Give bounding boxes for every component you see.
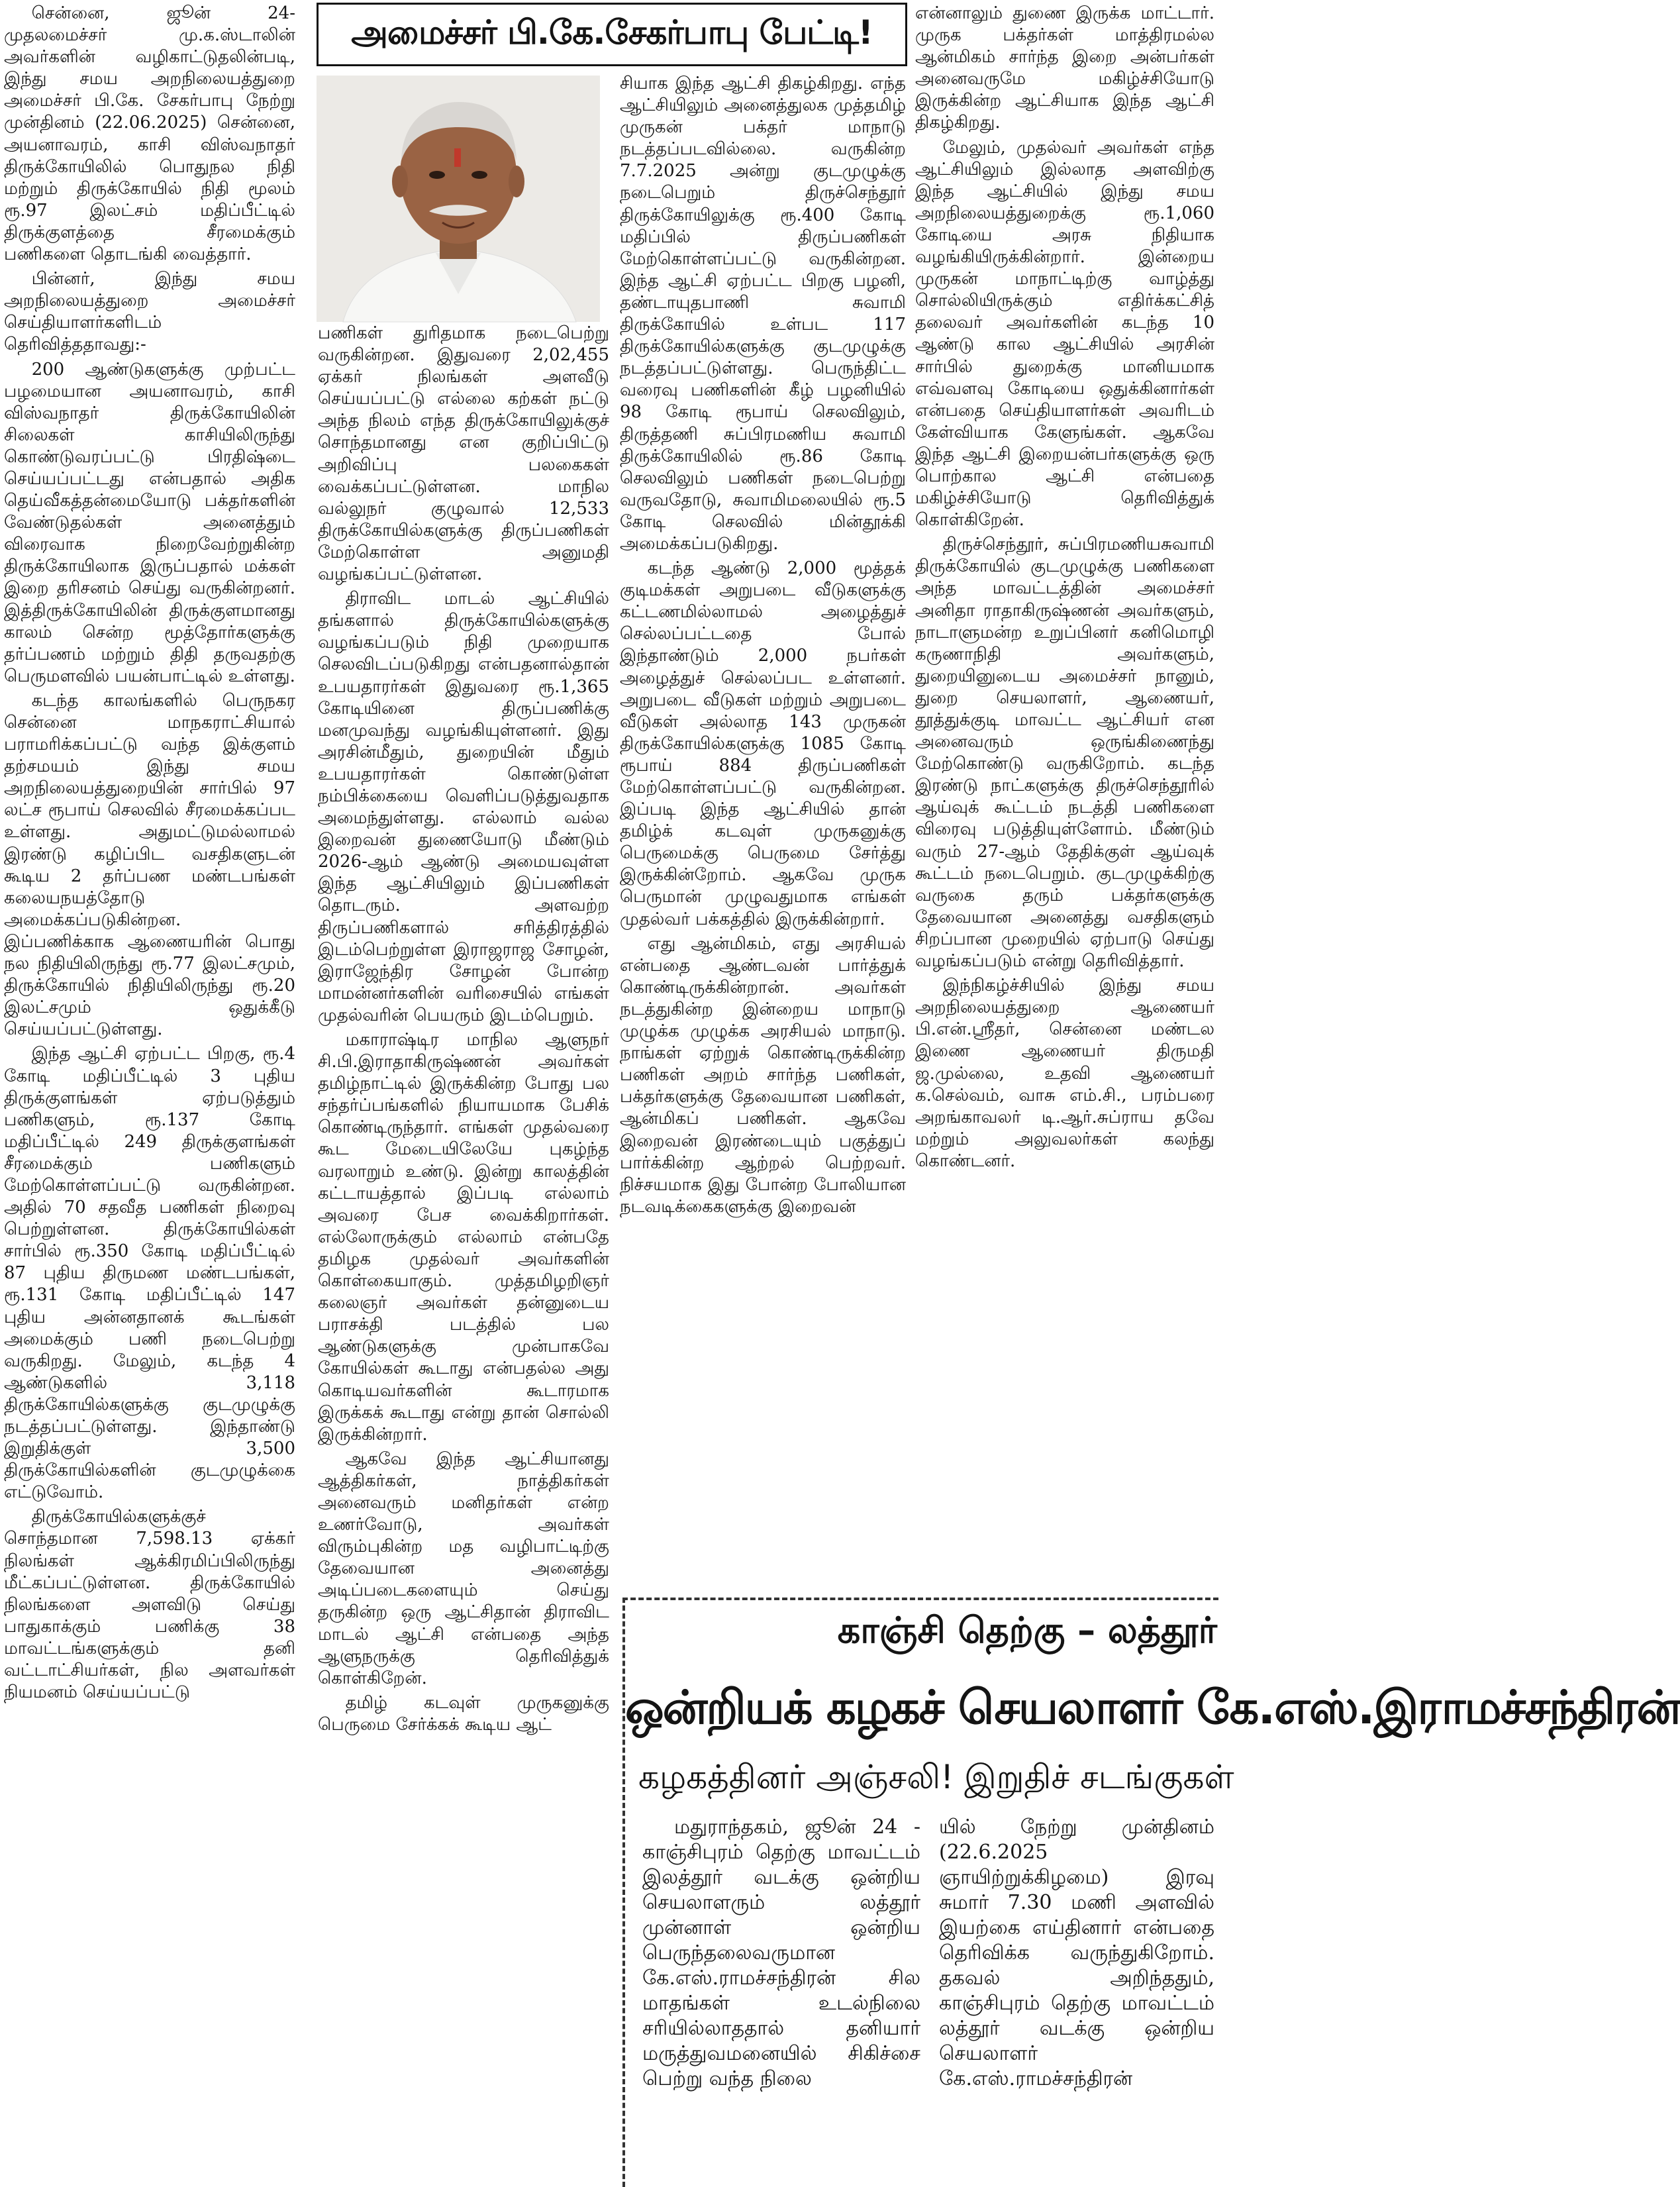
portrait-illustration (317, 76, 600, 322)
story-column-left (642, 1815, 920, 2094)
minister-photo (317, 76, 600, 322)
headline-box (317, 3, 907, 66)
paragraph: இந்நிகழ்ச்சியில் இந்து சமய அறநிலையத்துறை ஆணையர் பி.என்.ஸ்ரீதர், சென்னை மண்டல இணை ஆணையர் திருமதி ஜ.முல்லை, உதவி ஆணையர் க.செல்வம், வாசு எம்.சி., பரம்பரை அறங்காவலர் டி.ஆர்.சுப்ராய தவே மற்றும் அலுவலர்கள் கலந்து கொண்டனர். (915, 976, 1214, 1171)
paragraph: மகாராஷ்டிர மாநில ஆளுநர் சி.பி.இராதாகிருஷ்ணன் அவர்கள் தமிழ்நாட்டில் இருக்கின்ற போது பல சந்தர்ப்பங்களில் நியாயமாக பேசிக் கொண்டிருந்தார். எங்கள் முதல்வரை கூட மேடையிலேயே புகழ்ந்த வரலாறும் உண்டு. இன்று காலத்தின் கட்டாயத்தால் இப்படி எல்லாம் அவரை பேச வைக்கிறார்கள். எல்லோருக்கும் எல்லாம் என்பதே தமிழக முதல்வர் அவர்களின் கொள்கையாகும். முத்தமிழறிஞர் கலைஞர் அவர்கள் தன்னுடைய பராசக்தி படத்தில் பல ஆண்டுகளுக்கு முன்பாகவே கோயில்கள் கூடாது என்பதல்ல அது கொடியவர்களின் கூடாரமாக இருக்கக் கூடாது என்று தான் சொல்லி இருக்கின்றார். (318, 1030, 609, 1445)
paragraph: யில் நேற்று முன்தினம் (22.6.2025 ஞாயிற்றுக்கிழமை) இரவு சுமார் 7.30 மணி அளவில் இயற்கை எய்தினார் என்பதை தெரிவிக்க வருந்துகிறோம். தகவல் அறிந்ததும், காஞ்சிபுரம் தெற்கு மாவட்டம் லத்தூர் வடக்கு ஒன்றிய செயலாளர் கே.எஸ்.ராமச்சந்திரன் (939, 1815, 1214, 2090)
article-column-3 (620, 73, 906, 1221)
paragraph: மதுராந்தகம், ஜூன் 24 - காஞ்சிபுரம் தெற்கு மாவட்டம் இலத்தூர் வடக்கு ஒன்றிய செயலாளரும் லத்தூர் முன்னாள் ஒன்றிய பெருந்தலைவருமான கே.எஸ்.ராமச்சந்திரன் சில மாதங்கள் உடல்நிலை சரியில்லாததால் தனியார் மருத்துவமனையில் சிகிச்சை பெற்று வந்த நிலை (642, 1815, 920, 2090)
article-column-1 (4, 3, 295, 1706)
paragraph: தமிழ் கடவுள் முருகனுக்கு பெருமை சேர்க்கக் கூடிய ஆட் (318, 1692, 609, 1735)
paragraph: திராவிட மாடல் ஆட்சியில் தங்களால் திருக்கோயில்களுக்கு வழங்கப்படும் நிதி முறையாக செலவிடப்படுகிறது என்பதனால்தான் உபயதாரர்கள் இதுவரை ரூ.1,365 கோடியினை திருப்பணிக்கு மனமுவந்து வழங்கியுள்ளனர். இது அரசின்மீதும், துறையின் மீதும் உபயதாரர்கள் கொண்டுள்ள நம்பிக்கையை வெளிப்படுத்துவதாக அமைந்துள்ளது. எல்லாம் வல்ல இறைவன் துணையோடு மீண்டும் 2026-ஆம் ஆண்டு அமையவுள்ள இந்த ஆட்சியிலும் இப்பணிகள் தொடரும். அளவற்ற திருப்பணிகளால் சரித்திரத்தில் இடம்பெற்றுள்ள இராஜராஜ சோழன், இராஜேந்திர சோழன் போன்ற மாமன்னர்களின் வரிசையில் எங்கள் முதல்வரின் பெயரும் இடம்பெறும். (318, 589, 609, 1025)
paragraph: எது ஆன்மிகம், எது அரசியல் என்பதை ஆண்டவன் பார்த்துக் கொண்டிருக்கின்றான். அவர்கள் நடத்துகின்ற இன்றைய மாநாடு முழுக்க முழுக்க அரசியல் மாநாடு. நாங்கள் ஏற்றுக் கொண்டிருக்கின்ற பணிகள் அறம் சார்ந்த பணிகள், பக்தர்களுக்கு தேவையான பணிகள், ஆன்மிகப் பணிகள். ஆகவே இறைவன் இரண்டையும் பகுத்துப் பார்க்கின்ற ஆற்றல் பெற்றவர். நிச்சயமாக இது போன்ற போலியான நடவடிக்கைகளுக்கு இறைவன் (620, 933, 906, 1217)
headline: அமைச்சர் பி.கே.சேகர்பாபு பேட்டி! (351, 13, 873, 52)
paragraph: சியாக இந்த ஆட்சி திகழ்கிறது. எந்த ஆட்சியிலும் அனைத்துலக முத்தமிழ் முருகன் பக்தர் மாநாடு நடத்தப்படவில்லை. வருகின்ற 7.7.2025 அன்று குடமுழுக்கு நடைபெறும் திருச்செந்தூர் திருக்கோயிலுக்கு ரூ.400 கோடி மதிப்பில் திருப்பணிகள் மேற்கொள்ளப்பட்டு வருகின்றன. இந்த ஆட்சி ஏற்பட்ட பிறகு பழனி, தண்டாயுதபாணி சுவாமி திருக்கோயில் உள்பட 117 திருக்கோயில்களுக்கு குடமுழுக்கு நடத்தப்பட்டுள்ளது. பெருந்திட்ட வரைவு பணிகளின் கீழ் பழனியில் 98 கோடி ரூபாய் செலவிலும், திருத்தணி சுப்பிரமணிய சுவாமி திருக்கோயிலில் ரூ.86 கோடி செலவிலும் பணிகள் நடைபெற்று வருவதோடு, சுவாமிமலையில் ரூ.5 கோடி செலவில் மின்தூக்கி அமைக்கப்படுகிறது. (620, 74, 906, 554)
paragraph: திருச்செந்தூர், சுப்பிரமணியசுவாமி திருக்கோயில் குடமுழுக்கு பணிகளை அந்த மாவட்டத்தின் அமைச்சர் அனிதா ராதாகிருஷ்ணன் அவர்களும், நாடாளுமன்ற உறுப்பினர் கனிமொழி கருணாநிதி அவர்களும், துறையினுடைய அமைச்சர் நானும், துறை செயலாளர், ஆணையர், தூத்துக்குடி மாவட்ட ஆட்சியர் என அனைவரும் ஒருங்கிணைந்து மேற்கொண்டு வருகிறோம். கடந்த இரண்டு நாட்களுக்கு திருச்செந்தூரில் ஆய்வுக் கூட்டம் நடத்தி பணிகளை விரைவு படுத்தியுள்ளோம். மீண்டும் வரும் 27-ஆம் தேதிக்குள் ஆய்வுக் கூட்டம் நடைபெறும். குடமுழுக்கிற்கு வருகை தரும் பக்தர்களுக்கு தேவையான அனைத்து வசதிகளும் சிறப்பான முறையில் ஏற்பாடு செய்து வழங்கப்படும் என்று தெரிவித்தார். (915, 534, 1214, 972)
paragraph: என்னாலும் துணை இருக்க மாட்டார். முருக பக்தர்கள் மாத்திரமல்ல ஆன்மிகம் சார்ந்த இறை அன்பர்கள் அனைவருமே மகிழ்ச்சியோடு இருக்கின்ற ஆட்சியாக இந்த ஆட்சி திகழ்கிறது. (915, 3, 1214, 133)
paragraph: பணிகள் துரிதமாக நடைபெற்று வருகின்றன. இதுவரை 2,02,455 ஏக்கர் நிலங்கள் அளவீடு செய்யப்பட்டு எல்லை கற்கள் நட்டு அந்த நிலம் எந்த திருக்கோயிலுக்குச் சொந்தமானது என குறிப்பிட்டு அறிவிப்பு பலகைகள் வைக்கப்பட்டுள்ளன. மாநில வல்லுநர் குழுவால் 12,533 திருக்கோயில்களுக்கு திருப்பணிகள் மேற்கொள்ள அனுமதி வழங்கப்பட்டுள்ளன. (318, 323, 609, 585)
paragraph: 200 ஆண்டுகளுக்கு முற்பட்ட பழமையான அயனாவரம், காசி விஸ்வநாதர் திருக்கோயிலின் சிலைகள் காசியிலிருந்து கொண்டுவரப்பட்டு பிரதிஷ்டை செய்யப்பட்டது என்பதால் அதிக தெய்வீகத்தன்மையோடு பக்தர்களின் வேண்டுதல்கள் அனைத்தும் விரைவாக நிறைவேற்றுகின்ற திருக்கோயிலாக இருப்பதால் மக்கள் இறை தரிசனம் செய்து வருகின்றனர். இத்திருக்கோயிலின் திருக்குளமானது காலம் சென்ற மூத்தோர்களுக்கு தர்ப்பணம் மற்றும் திதி தருவதற்கு பெருமளவில் பயன்பாட்டில் உள்ளது. (4, 359, 295, 686)
article-column-2 (318, 323, 609, 1739)
paragraph: பின்னர், இந்து சமய அறநிலையத்துறை அமைச்சர் செய்தியாளர்களிடம் தெரிவித்ததாவது:- (4, 269, 295, 355)
story-column-right (939, 1815, 1214, 2094)
story-kicker: காஞ்சி தெற்கு – லத்தூர் (837, 1609, 1217, 1651)
paragraph: சென்னை, ஜூன் 24- முதலமைச்சர் மு.க.ஸ்டாலின் அவர்களின் வழிகாட்டுதலின்படி, இந்து சமய அறநிலையத்துறை அமைச்சர் பி.கே. சேகர்பாபு நேற்று முன்தினம் (22.06.2025) சென்னை, அயனாவரம், காசி விஸ்வநாதர் திருக்கோயிலில் பொதுநல நிதி மற்றும் திருக்கோயில் நிதி மூலம் ரூ.97 இலட்சம் மதிப்பீட்டில் திருக்குளத்தை சீரமைக்கும் பணிகளை தொடங்கி வைத்தார். (4, 3, 295, 265)
paragraph: கடந்த ஆண்டு 2,000 மூத்தக் குடிமக்கள் அறுபடை வீடுகளுக்கு கட்டணமில்லாமல் அழைத்துச் செல்லப்பட்டதை போல் இந்தாண்டும் 2,000 நபர்கள் அழைத்துச் செல்லப்பட உள்ளனர். அறுபடை வீடுகள் மற்றும் அறுபடை வீடுகள் அல்லாத 143 முருகன் திருக்கோயில்களுக்கு 1085 கோடி ரூபாய் 884 திருப்பணிகள் மேற்கொள்ளப்பட்டு வருகின்றன. இப்படி இந்த ஆட்சியில் தான் தமிழ்க் கடவுள் முருகனுக்கு பெருமைக்கு பெருமை சேர்த்து இருக்கின்றோம். ஆகவே முருக பெருமான் முழுவதுமாக எங்கள் முதல்வர் பக்கத்தில் இருக்கின்றார். (620, 558, 906, 929)
paragraph: திருக்கோயில்களுக்குச் சொந்தமான 7,598.13 ஏக்கர் நிலங்கள் ஆக்கிரமிப்பிலிருந்து மீட்கப்பட்டுள்ளன. திருக்கோயில் நிலங்களை அளவிடு செய்து பாதுகாக்கும் பணிக்கு 38 மாவட்டங்களுக்கும் தனி வட்டாட்சியர்கள், நில அளவர்கள் நியமனம் செய்யப்பட்டு (4, 1507, 295, 1703)
paragraph: இந்த ஆட்சி ஏற்பட்ட பிறகு, ரூ.4 கோடி மதிப்பீட்டில் 3 புதிய திருக்குளங்கள் ஏற்படுத்தும் பணிகளும், ரூ.137 கோடி மதிப்பீட்டில் 249 திருக்குளங்கள் சீரமைக்கும் பணிகளும் மேற்கொள்ளப்பட்டு வருகின்றன. அதில் 70 சதவீத பணிகள் நிறைவு பெற்றுள்ளன. திருக்கோயில்கள் சார்பில் ரூ.350 கோடி மதிப்பீட்டில் 87 புதிய திருமண மண்டபங்கள், ரூ.131 கோடி மதிப்பீட்டில் 147 புதிய அன்னதானக் கூடங்கள் அமைக்கும் பணி நடைபெற்று வருகிறது. மேலும், கடந்த 4 ஆண்டுகளில் 3,118 திருக்கோயில்களுக்கு குடமுழுக்கு நடத்தப்பட்டுள்ளது. இந்தாண்டு இறுதிக்குள் 3,500 திருக்கோயில்களின் குடமுழுக்கை எட்டுவோம். (4, 1044, 295, 1503)
paragraph: ஆகவே இந்த ஆட்சியானது ஆத்திகர்கள், நாத்திகர்கள் அனைவரும் மனிதர்கள் என்ற உணர்வோடு, அவர்கள் விரும்புகின்ற மத வழிபாட்டிற்கு தேவையான அனைத்து அடிப்படைகளையும் செய்து தருகின்ற ஒரு ஆட்சிதான் திராவிட மாடல் ஆட்சி என்பதை அந்த ஆளுநருக்கு தெரிவித்துக் கொள்கிறேன். (318, 1449, 609, 1688)
paragraph: மேலும், முதல்வர் அவர்கள் எந்த ஆட்சியிலும் இல்லாத அளவிற்கு இந்த ஆட்சியில் இந்து சமய அறநிலையத்துறைக்கு ரூ.1,060 கோடியை அரசு நிதியாக வழங்கியிருக்கின்றார். இன்றைய முருகன் மாநாட்டிற்கு வாழ்த்து சொல்லியிருக்கும் எதிர்க்கட்சித் தலைவர் அவர்களின் கடந்த 10 ஆண்டு கால ஆட்சியில் அரசின் சார்பில் துறைக்கு மானியமாக எவ்வளவு கோடியை ஒதுக்கினார்கள் என்பதை செய்தியாளர்கள் அவரிடம் கேள்வியாக கேளுங்கள். ஆகவே இந்த ஆட்சி இறையன்பர்களுக்கு ஒரு பொற்கால ஆட்சி என்பதை மகிழ்ச்சியோடு தெரிவித்துக் கொள்கிறேன். (915, 137, 1214, 531)
story-subhead: கழகத்தினர் அஞ்சலி! இறுதிச் சடங்குகள் (638, 1758, 1234, 1796)
story-headline: ஒன்றியக் கழகச் செயலாளர் கே.எஸ்.இராமச்சந்திரன் (625, 1676, 1217, 1739)
paragraph: கடந்த காலங்களில் பெருநகர சென்னை மாநகராட்சியால் பராமரிக்கப்பட்டு வந்த இக்குளம் தற்சமயம் இந்து சமய அறநிலையத்துறையின் சார்பில் 97 லட்ச ரூபாய் செலவில் சீரமைக்கப்பட உள்ளது. அதுமட்டுமல்லாமல் இரண்டு கழிப்பிட வசதிகளுடன் கூடிய 2 தர்ப்பண மண்டபங்கள் கலையநயத்தோடு அமைக்கப்படுகின்றன. இப்பணிக்காக ஆணையரின் பொது நல நிதியிலிருந்து ரூ.77 இலட்சமும், திருக்கோயில் நிதியிலிருந்து ரூ.20 இலட்சமும் ஒதுக்கீடு செய்யப்பட்டுள்ளது. (4, 690, 295, 1040)
article-column-4 (915, 3, 1214, 1175)
